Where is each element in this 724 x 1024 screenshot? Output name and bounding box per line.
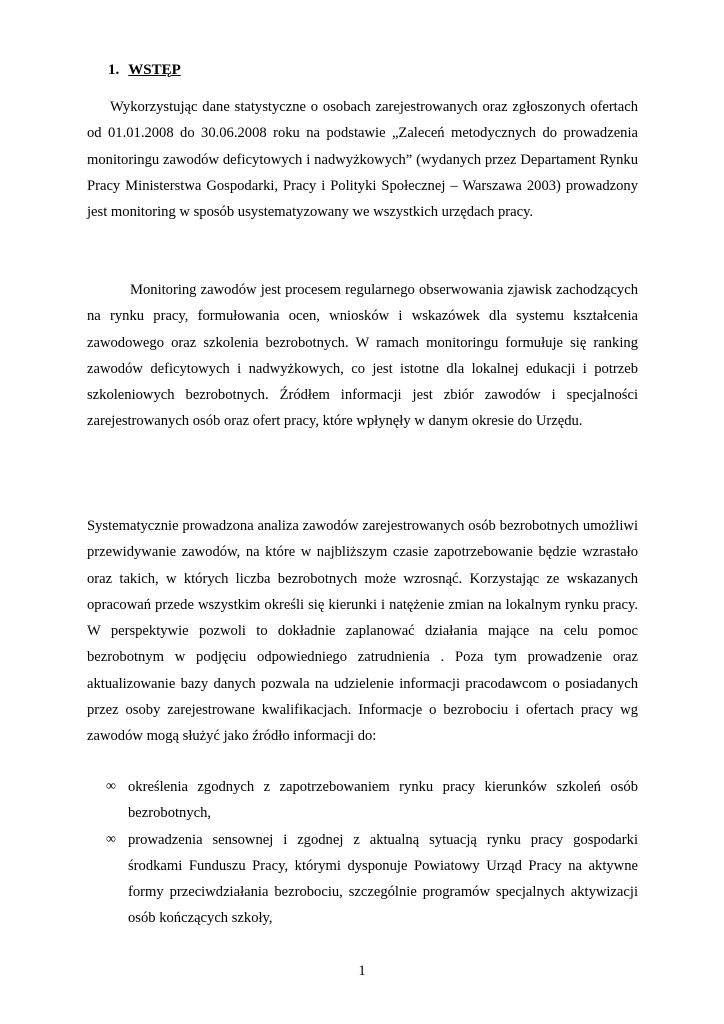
infinity-bullet-icon: ∞ [106,779,116,794]
section-heading [108,60,181,80]
paragraph-intro: Wykorzystując dane statystyczne o osobach zarejestrowanych oraz zgłoszonych ofertach od 01.01.2008 do 30.06.2008 roku na podstawie „Zaleceń metodycznych do prowadzenia monitoringu zawodów deficytowych i nadwyżkowych” (wydanych przez Departament Rynku Pracy Ministerstwa Gospodarki, Pracy i Polityki Społecznej – Warszawa 2003) prowadzony jest monitoring w sposób usystematyzowany we wszystkich urzędach pracy. [87,99,638,221]
list-item [87,774,638,827]
list-item-text: prowadzenia sensownej i zgodnej z aktualną sytuacją rynku pracy gospodarki środkami Funduszu Pracy, którymi dysponuje Powiatowy Urząd Pracy na aktywne formy przeciwdziałania bezrobociu, szczególnie programów specjalnych aktywizacji osób kończących szkoły, [128,831,638,927]
infinity-bullet-icon: ∞ [106,831,116,847]
section-number: 1. [108,62,120,78]
bullet-list [87,774,638,932]
paragraph-monitoring: Monitoring zawodów jest procesem regularnego obserwowania zjawisk zachodzących na rynku pracy, formułowania ocen, wniosków i wskazówek dla systemu kształcenia zawodowego oraz szkolenia bezrobotnych. W ramach monitoringu formułuje się ranking zawodów deficytowych i nadwyżkowych, co jest istotne dla lokalnej edukacji i potrzeb szkoleniowych bezrobotnych. Źródłem informacji jest zbiór zawodów i specjalności zarejestrowanych osób oraz ofert pracy, które wpłynęły w danym okresie do Urzędu. [87,282,638,430]
list-item [87,827,638,932]
page-number: 1 [358,963,366,979]
section-title: WSTĘP [128,62,181,78]
list-item-text: określenia zgodnych z zapotrzebowaniem rynku pracy kierunków szkoleń osób bezrobotnych, [128,779,638,822]
paragraph-analysis: Systematycznie prowadzona analiza zawodów zarejestrowanych osób bezrobotnych umożliwi przewidywanie zawodów, na które w najbliższym czasie zapotrzebowanie będzie wzrastało oraz takich, w których liczba bezrobotnych może wzrosnąć. Korzystając ze wskazanych opracowań przede wszystkim określi się kierunki i natężenie zmian na lokalnym rynku pracy. W perspektywie pozwoli to dokładnie zaplanować działania mające na celu pomoc bezrobotnym w podjęciu odpowiedniego zatrudnienia . Poza tym prowadzenie oraz aktualizowanie bazy danych pozwala na udzielenie informacji pracodawcom o posiadanych przez osoby zarejestrowane kwalifikacjach. Informacje o bezrobociu i ofertach pracy wg zawodów mogą służyć jako źródło informacji do: [87,518,638,745]
